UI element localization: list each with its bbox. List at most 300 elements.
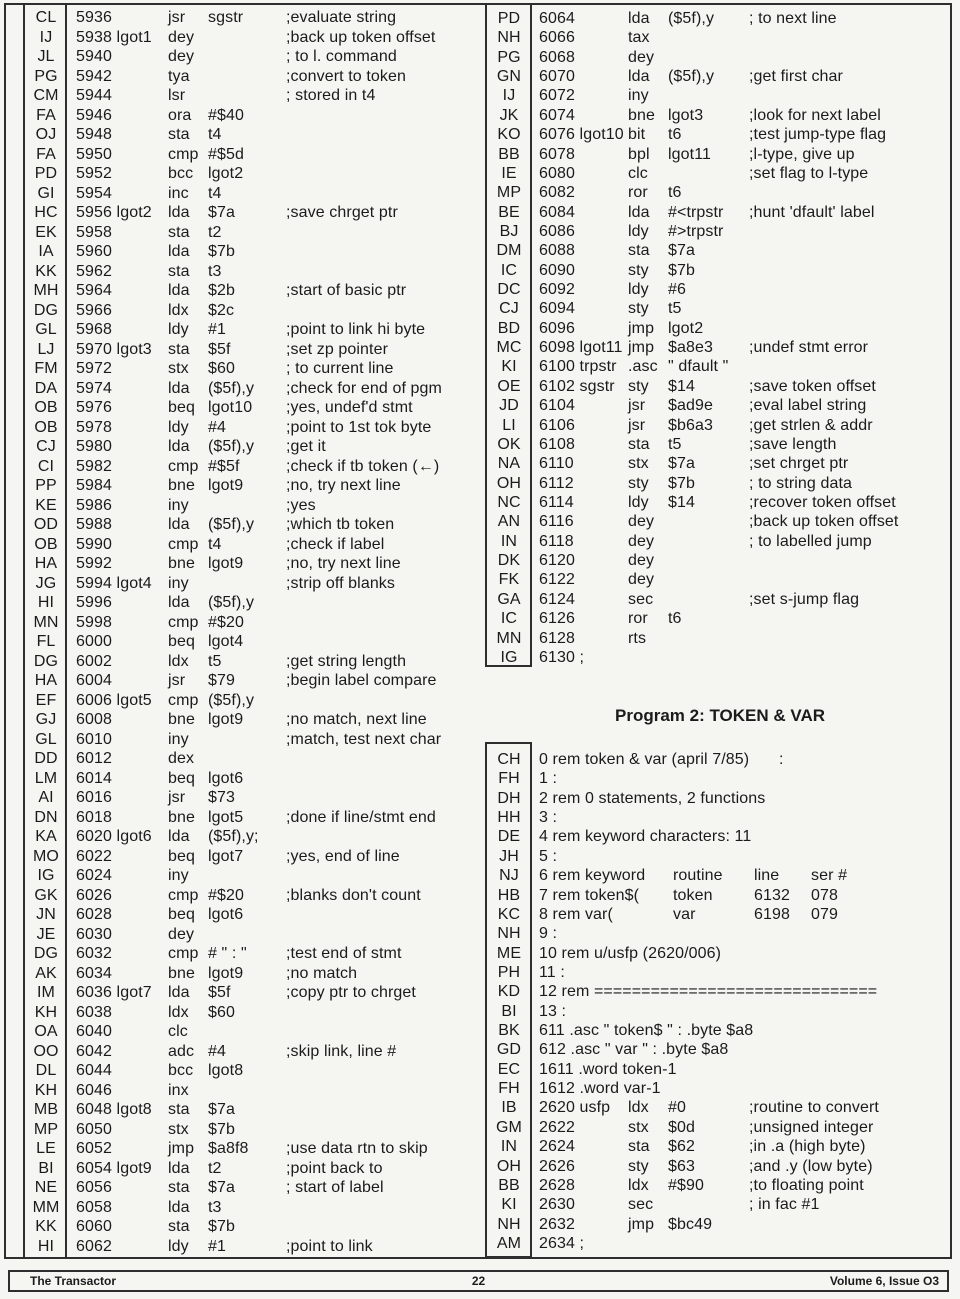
row-body [66,671,462,691]
row-body [531,1118,953,1137]
operand-cell: # " : " [208,945,247,962]
opcode-cell: dex [168,750,195,767]
row-body [531,1195,953,1214]
row-body [66,340,462,360]
operand-cell: $ad9e [668,397,713,415]
row-body [66,1003,462,1023]
comment-cell [286,827,462,847]
comment-cell: ;set zp pointer [286,340,388,358]
address-cell: 6066 [539,29,575,47]
opcode-cell: adc [168,1042,195,1060]
listing-row [487,551,953,570]
listing-row [487,1195,953,1214]
checksum-cell: DH [497,789,521,807]
listing-row [487,1060,953,1079]
address-cell: 5966 [76,301,112,319]
checksum-cell: EK [35,223,57,241]
listing-row [487,299,953,318]
comment-cell [749,1215,953,1234]
operand-cell: $7a [208,204,235,221]
listing-row [26,1061,462,1081]
opcode-cell: cmp [168,945,199,962]
row-body [531,145,953,164]
address-cell: 6084 [539,203,575,221]
checksum-cell: CM [33,87,59,104]
operand-cell: #$40 [208,106,244,124]
checksum-cell: IC [500,610,518,628]
checksum-cell: KK [35,1218,57,1235]
row-body [531,532,953,551]
comment-cell [749,280,953,299]
address-cell: 5982 [76,457,112,475]
opcode-cell: lda [168,1159,190,1177]
checksum-cell: GL [35,321,57,338]
checksum-cell: JH [499,847,519,865]
address-cell: 6122 [539,571,575,589]
opcode-cell: iny [628,87,649,105]
comment-cell: ;get string length [286,652,407,670]
operand-cell: lgot7 [208,847,244,865]
checksum-cell: NH [497,1215,521,1233]
text-cell: ser # [811,867,848,885]
comment-cell [286,691,462,711]
row-body [531,1021,953,1040]
listing-row [26,749,462,769]
operand-cell: t4 [208,184,222,202]
comment-cell [749,299,953,318]
comment-cell: ;l-type, give up [749,145,855,163]
row-body [531,551,953,570]
row-body [66,769,462,789]
text-cell: 1 : [539,770,558,788]
opcode-cell: ldx [628,1176,649,1194]
address-cell: 6106 [539,416,575,434]
address-cell: 2632 [539,1215,575,1233]
opcode-cell: ldy [168,418,189,436]
opcode-cell: lda [168,438,190,455]
listing-row [487,750,953,769]
listing-row [26,827,462,847]
operand-cell [668,512,749,531]
operand-cell: lgot3 [668,106,704,124]
comment-cell [749,357,953,376]
checksum-cell: MP [33,1120,59,1138]
opcode-cell: iny [168,574,189,592]
row-body [531,454,953,473]
row-body [531,319,953,338]
checksum-cell: MO [33,847,59,865]
address-cell: 6008 [76,711,112,728]
address-cell: 6128 [539,629,575,647]
listing-right-top [487,9,953,667]
row-body [531,396,953,415]
comment-cell: ;yes, end of line [286,847,400,865]
listing-row [26,1198,462,1218]
listing-row [26,359,462,379]
address-cell: 6020 lgot6 [76,828,152,845]
listing-row [487,280,953,299]
checksum-cell: HA [34,555,58,572]
listing-row [26,301,462,321]
address-cell: 5974 [76,379,112,397]
row-body [531,1060,953,1079]
comment-cell [286,769,462,789]
text-cell: 10 rem u/usfp (2620/006) [539,944,722,962]
operand-cell [668,570,749,589]
listing-row [487,648,953,667]
comment-cell [286,613,462,633]
checksum-cell: GM [496,1118,522,1136]
operand-cell: t5 [668,300,682,318]
text-cell: 6132 [754,886,790,904]
operand-cell: t2 [208,223,222,241]
row-body [66,398,462,418]
listing-row [487,164,953,183]
listing-row [26,1159,462,1179]
address-cell: 6030 [76,925,112,943]
opcode-cell: lda [168,282,190,299]
comment-cell: ;skip link, line # [286,1042,397,1060]
listing-row [487,944,953,963]
row-body [66,184,462,204]
row-body [66,8,462,28]
row-body [531,866,953,885]
row-body [66,1139,462,1159]
listing-row [487,1098,953,1117]
checksum-cell: KO [497,126,521,144]
address-cell: 6118 [539,532,574,550]
listing-row [26,1042,462,1062]
address-cell: 6002 [76,652,112,670]
row-body [66,905,462,925]
listing-row [26,320,462,340]
opcode-cell: bne [168,477,195,494]
text-cell: 612 .asc " var " : .byte $a8 [539,1041,729,1059]
row-body [66,827,462,847]
address-cell: 2630 [539,1196,575,1214]
listing-row [487,924,953,943]
address-cell: 6110 [539,455,574,473]
checksum-cell: KI [501,1196,517,1214]
listing-row [487,1118,953,1137]
row-body [531,648,953,667]
opcode-cell: stx [628,455,649,473]
opcode-cell: cmp [168,691,199,709]
address-cell: 2628 [539,1176,575,1194]
text-cell: var [673,905,696,923]
row-body [531,609,953,628]
opcode-cell: sta [628,435,650,453]
operand-cell: $60 [208,360,235,377]
address-cell: 6012 [76,750,112,767]
text-cell: 12 rem ============================== [539,983,878,1001]
comment-cell: ; in fac #1 [749,1196,820,1214]
listing-row [487,1079,953,1098]
listing-row [487,1157,953,1176]
comment-cell [749,222,953,241]
checksum-cell: NA [497,455,521,473]
opcode-cell: sta [168,340,190,358]
listing-row [487,963,953,982]
comment-cell: ;save token offset [749,377,876,395]
address-cell: 6052 [76,1140,112,1157]
address-cell: 6024 [76,867,112,884]
text-cell: 079 [811,905,838,923]
checksum-cell: PD [497,10,521,27]
checksum-cell: IC [500,261,518,279]
comment-cell [286,125,462,145]
text-cell: 8 rem var( [539,905,613,923]
checksum-cell: GK [34,886,58,904]
operand-cell: #6 [668,281,686,299]
row-body [531,86,953,105]
listing-row [26,671,462,691]
listing-row [487,67,953,86]
operand-cell [208,86,286,106]
operand-cell: $5f [208,984,231,1001]
opcode-cell: ldy [168,1237,189,1255]
listing-row [487,512,953,531]
opcode-cell: ora [168,106,192,124]
opcode-cell: cmp [168,613,199,631]
listing-row [487,532,953,551]
operand-cell [668,532,749,551]
row-body [531,1215,953,1234]
listing-row [26,28,462,48]
listing-row [26,281,462,301]
checksum-cell: DK [497,552,521,570]
operand-cell: t4 [208,535,222,553]
listing-row [487,183,953,202]
checksum-cell: KK [35,262,57,280]
row-body [531,67,953,86]
comment-cell [286,905,462,925]
checksum-cell: KH [34,1003,58,1021]
address-cell: 5944 [76,87,112,104]
comment-cell: ;strip off blanks [286,574,396,592]
operand-cell [208,730,286,750]
listing-row [487,1176,953,1195]
listing-row [26,554,462,574]
address-cell: 6036 lgot7 [76,984,152,1001]
row-body [66,710,462,730]
opcode-cell: ldx [168,652,189,670]
row-body [531,1079,953,1098]
row-body [531,1137,953,1156]
operand-cell: lgot4 [208,633,244,650]
listing-row [26,964,462,984]
operand-cell: t6 [668,610,682,628]
operand-cell: $7b [208,1120,235,1138]
opcode-cell: beq [168,906,195,923]
operand-cell [208,1022,286,1042]
listing-row [487,982,953,1001]
comment-cell: ;match, test next char [286,730,442,748]
address-cell: 6022 [76,847,112,865]
operand-cell: t5 [208,652,222,670]
opcode-cell: dey [168,925,195,943]
checksum-cell: OD [33,516,59,533]
row-body [531,924,953,943]
opcode-cell: stx [168,360,189,377]
checksum-cell: BE [498,203,520,221]
address-cell: 5962 [76,262,112,280]
address-cell: 6058 [76,1198,112,1216]
address-cell: 5936 [76,9,112,26]
text-cell: 611 .asc " token$ " : .byte $a8 [539,1022,754,1040]
row-body [531,963,953,982]
checksum-cell: FA [36,106,56,124]
row-body [66,808,462,828]
row-body [531,493,953,512]
address-cell: 5938 lgot1 [76,28,152,46]
checksum-cell: IE [501,164,517,182]
address-cell: 5968 [76,321,112,338]
opcode-cell: sta [628,1138,650,1156]
comment-cell: ;no, try next line [286,555,401,572]
opcode-cell: jsr [628,397,646,415]
opcode-cell: sty [628,300,649,318]
listing-row [487,474,953,493]
comment-cell: ;undef stmt error [749,339,869,357]
checksum-cell: GD [496,1041,522,1059]
listing-row [26,1139,462,1159]
listing-row [487,789,953,808]
listing-row [487,570,953,589]
listing-row [487,357,953,376]
row-body [66,691,462,711]
address-cell: 6072 [539,87,575,105]
operand-cell: $14 [668,377,695,395]
comment-cell: ; to l. command [286,48,397,65]
row-body [531,222,953,241]
listing-row [487,629,953,648]
checksum-cell: OK [497,435,521,453]
comment-cell: ;yes [286,496,316,514]
checksum-cell: OE [497,377,521,395]
comment-cell: ;set s-jump flag [749,590,860,608]
checksum-cell: LE [36,1140,56,1157]
row-body [531,1098,953,1117]
row-body [531,125,953,144]
comment-cell: ; to labelled jump [749,532,872,550]
row-body [66,496,462,516]
opcode-cell: jsr [168,672,186,689]
opcode-cell: jsr [168,789,186,806]
address-cell: 5978 [76,418,112,436]
address-cell: 5942 [76,67,112,85]
row-body [66,145,462,165]
operand-cell: $79 [208,672,235,689]
operand-cell: #4 [208,1042,226,1060]
operand-cell [208,574,286,594]
operand-cell: lgot9 [208,555,244,572]
operand-cell: lgot8 [208,1062,244,1079]
row-body [66,203,462,223]
opcode-cell: beq [168,633,195,650]
comment-cell [286,1100,462,1120]
row-body [66,437,462,457]
listing-row [487,866,953,885]
row-body [531,183,953,202]
comment-cell [286,749,462,769]
listing-row [26,1022,462,1042]
opcode-cell: lda [168,243,190,260]
comment-cell [286,1061,462,1081]
checksum-cell: CJ [499,300,519,318]
comment-cell: ;check for end of pgm [286,379,442,397]
opcode-cell: stx [168,1120,189,1138]
listing-left [26,8,462,1256]
address-cell: 5954 [76,184,112,202]
checksum-cell: BJ [499,222,519,240]
comment-cell [749,629,953,648]
listing-row [26,86,462,106]
opcode-cell: lda [168,204,190,221]
listing-row [26,632,462,652]
listing-row [26,808,462,828]
opcode-cell: bne [168,555,195,572]
listing-row [26,1100,462,1120]
row-body [531,808,953,827]
address-cell: 6046 [76,1081,112,1099]
opcode-cell: sec [628,590,654,608]
row-body [531,203,953,222]
comment-cell: ;check if label [286,535,385,553]
row-body [66,320,462,340]
address-cell: 6098 lgot11 [539,339,623,357]
checksum-cell: NJ [499,867,519,885]
operand-cell: #1 [208,321,226,338]
opcode-cell: rts [628,629,647,647]
address-cell: 6018 [76,808,112,826]
address-cell: 6116 [539,513,574,531]
address-cell: 5960 [76,243,112,260]
checksum-cell: GN [496,68,522,86]
text-cell: 1612 .word var-1 [539,1080,661,1098]
checksum-cell: CJ [36,438,56,455]
operand-cell: #>trpstr [668,222,724,240]
operand-cell: ($5f),y [668,68,715,86]
listing-row [26,8,462,28]
opcode-cell: lda [628,68,650,86]
operand-cell: $7b [208,243,235,260]
text-cell: line [754,867,780,885]
address-cell: 5956 lgot2 [76,204,152,221]
comment-cell: ;point to link hi byte [286,321,426,338]
listing-row [26,691,462,711]
address-cell: 2620 usfp [539,1099,611,1117]
listing-row [487,1002,953,1021]
checksum-cell: BI [501,1002,517,1020]
row-body [531,435,953,454]
operand-cell: $2c [208,301,235,319]
row-body [531,164,953,183]
checksum-cell: JL [37,48,55,65]
opcode-cell: sty [628,377,649,395]
listing-row [26,593,462,613]
listing-row [487,222,953,241]
address-cell: 5972 [76,360,112,377]
text-cell: 6130 ; [539,648,585,666]
listing-row [487,9,953,28]
address-cell: 6100 trpstr [539,358,617,376]
page-footer [8,1270,949,1292]
address-cell: 6042 [76,1042,112,1060]
text-cell: 2634 ; [539,1234,585,1252]
comment-cell [286,1022,462,1042]
checksum-cell: NH [497,925,521,943]
